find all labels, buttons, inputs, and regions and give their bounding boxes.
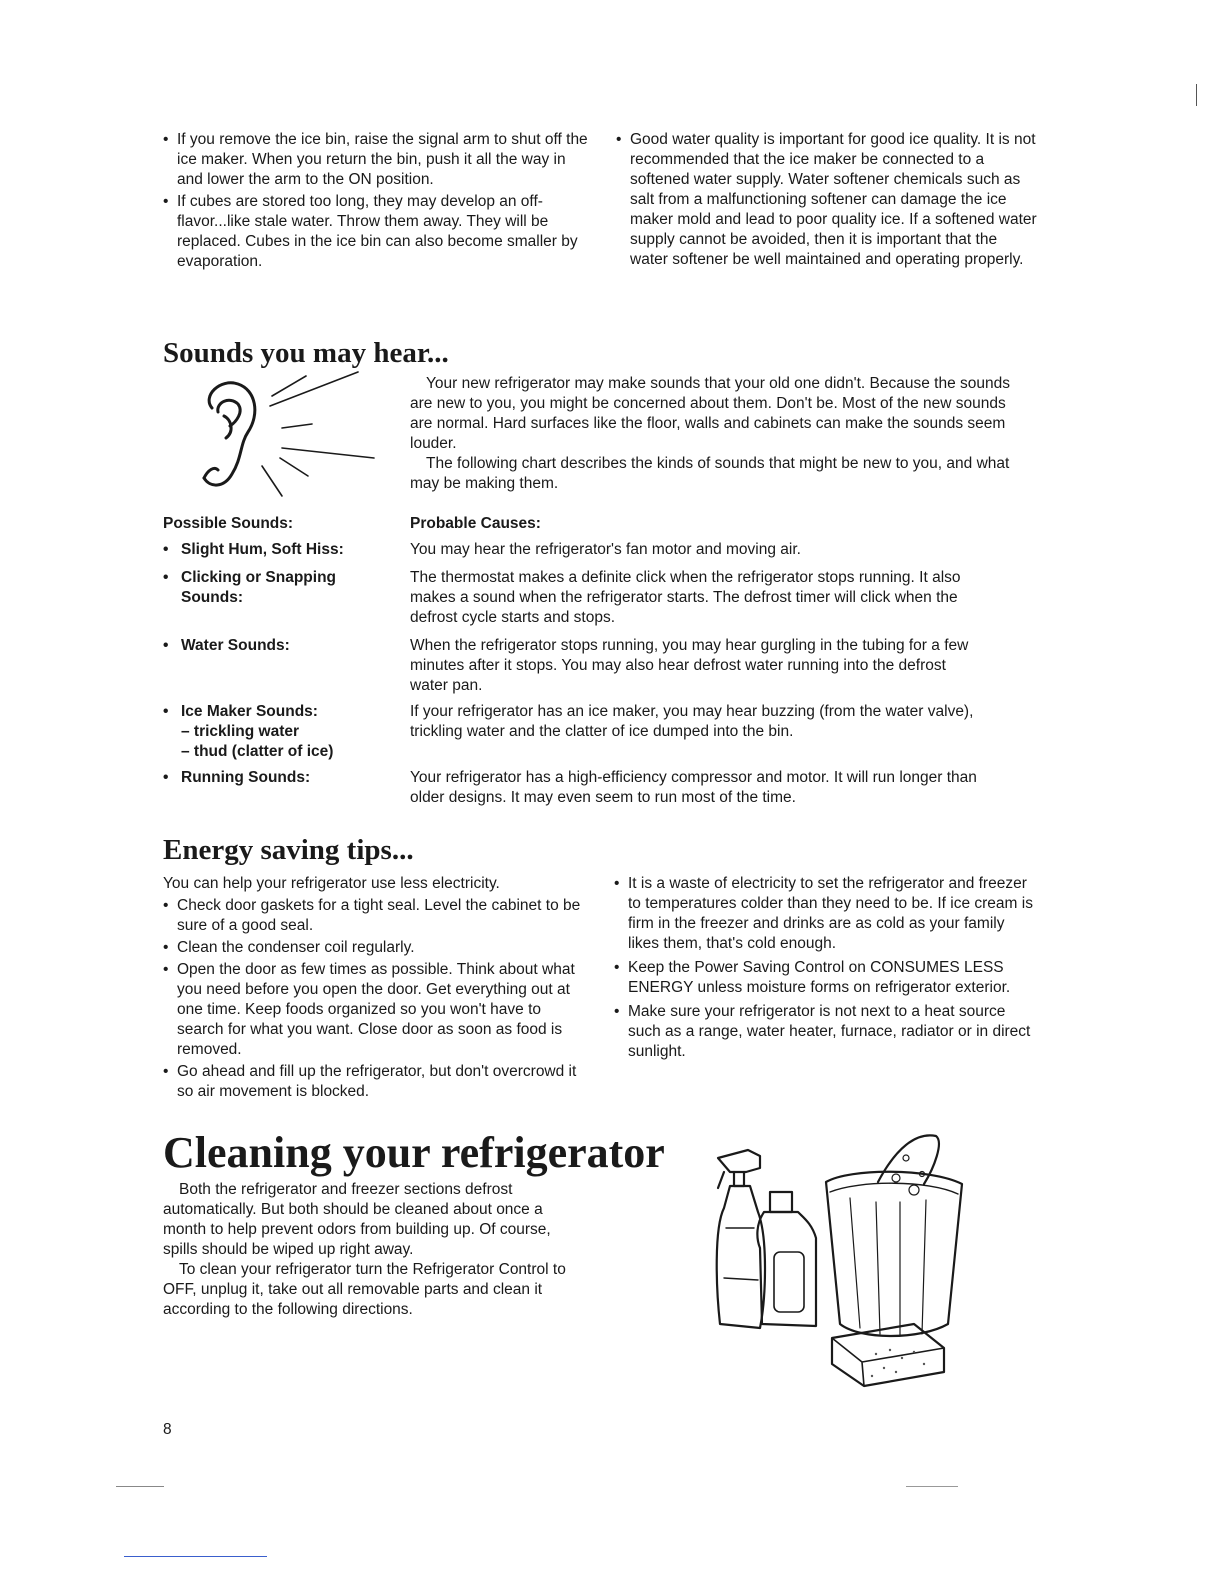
energy-right [614,874,1038,1064]
sound-cause: You may hear the refrigerator's fan motor and moving air. [410,541,801,558]
cleaning-text [163,1180,588,1320]
sound-cause: When the refrigerator stops running, you may hear gurgling in the tubing for a few minutes after it stops. You may also hear defrost water running into the defrost water pan. [410,637,969,694]
energy-left [163,874,588,1104]
ear-icon [190,366,380,501]
table-row: • Running Sounds: Your refrigerator has a high-efficiency compressor and motor. It will run longer than older designs. It may even seem to run most of the time. [163,768,983,832]
sound-subitem: – trickling water [181,723,300,740]
list-item: • Good water quality is important for good ice quality. It is not recommended that the ice maker be connected to a softened water supply. Water softener chemicals such as salt from a malfunctioning softener can damage the ice maker mold and lead to poor quality ice. If a softened water supply cannot be avoided, then it is important that the water softener be well maintained and operating properly. [616,130,1038,270]
energy-intro: You can help your refrigerator use less electricity. [163,875,500,892]
list-item: • If cubes are stored too long, they may develop an off-flavor...like stale water. Throw them away. They will be replaced. Cubes in the ice bin can also become smaller by evaporation. [163,192,593,272]
list-item: • It is a waste of electricity to set the refrigerator and freezer to temperatures colder than they need to be. If ice cream is firm in the freezer and drinks are as cold as your family likes them, that's cold enough. [614,874,1038,954]
table-row: • Clicking or Snapping Sounds: The thermostat makes a definite click when the refrigerator stops running. It also makes a sound when the refrigerator starts. The defrost timer will click when the defrost cycle starts and stops. [163,568,983,632]
ice-tips-left [163,130,593,274]
list-item: • If you remove the ice bin, raise the signal arm to shut off the ice maker. When you return the bin, push it all the way in and lower the arm to the ON position. [163,130,593,190]
sounds-intro [410,374,1030,494]
cleaning-supplies-illustration [700,1128,990,1393]
table-row: • Water Sounds: When the refrigerator stops running, you may hear gurgling in the tubing for a few minutes after it stops. You may also hear defrost water running into the defrost water pan. [163,636,983,700]
table-row: • Ice Maker Sounds: – trickling water – thud (clatter of ice) If your refrigerator has an ice maker, you may hear buzzing (from the water valve), trickling water and the clatter of ice dumped into the bin. [163,702,983,766]
cleaning-paragraph: Both the refrigerator and freezer sections defrost automatically. But both should be cleaned about once a month to help prevent odors from building up. Of course, spills should be wiped up right away. [163,1181,551,1258]
sound-cause: If your refrigerator has an ice maker, you may hear buzzing (from the water valve), trickling water and the clatter of ice dumped into the bin. [410,703,974,740]
sound-name: Clicking or Snapping Sounds: [181,569,337,606]
divider [116,1486,164,1487]
sound-subitem: – thud (clatter of ice) [181,743,334,760]
intro-paragraph: Your new refrigerator may make sounds that your old one didn't. Because the sounds are new to you, you might be concerned about them. Don't be. Most of the new sounds are normal. Hard surfaces like the floor, walls and cabinets can make the sounds seem louder. [410,375,1010,452]
sound-cause: The thermostat makes a definite click when the refrigerator stops running. It also makes a sound when the refrigerator starts. The defrost timer will click when the defrost cycle starts and stops. [410,569,961,626]
col-header-causes: Probable Causes: [410,515,541,532]
divider [124,1556,267,1557]
col-header-sounds: Possible Sounds: [163,515,294,532]
divider [906,1486,958,1487]
list-item: • Keep the Power Saving Control on CONSUMES LESS ENERGY unless moisture forms on refrigerator exterior. [614,958,1038,998]
cleaning-heading: Cleaning your refrigerator [163,1128,665,1177]
cleaning-paragraph: To clean your refrigerator turn the Refrigerator Control to OFF, unplug it, take out all removable parts and clean it according to the following directions. [163,1261,566,1318]
list-item: • Make sure your refrigerator is not next to a heat source such as a range, water heater, furnace, radiator or in direct sunlight. [614,1002,1038,1062]
page-number: 8 [163,1421,172,1438]
table-row: • Slight Hum, Soft Hiss: You may hear the refrigerator's fan motor and moving air. [163,540,983,564]
list-item: • Clean the condenser coil regularly. [163,938,588,958]
energy-heading: Energy saving tips... [163,834,414,866]
ice-tips-right [616,130,1038,272]
sound-name: Water Sounds: [181,637,290,654]
list-item: • Open the door as few times as possible. Think about what you need before you open the door. Get everything out at one time. Keep foods organized so you won't have to search for what you want. Close door as soon as food is removed. [163,960,588,1060]
intro-paragraph: The following chart describes the kinds of sounds that might be new to you, and what may be making them. [410,455,1010,492]
margin-mark [1196,84,1197,106]
sound-name: Ice Maker Sounds: [181,703,318,720]
sound-name: Running Sounds: [181,769,311,786]
sound-name: Slight Hum, Soft Hiss: [181,541,344,558]
sound-cause: Your refrigerator has a high-efficiency compressor and motor. It will run longer than older designs. It may even seem to run most of the time. [410,769,977,806]
sounds-heading: Sounds you may hear... [163,337,449,369]
list-item: • Go ahead and fill up the refrigerator, but don't overcrowd it so air movement is blocked. [163,1062,588,1102]
list-item: • Check door gaskets for a tight seal. Level the cabinet to be sure of a good seal. [163,896,588,936]
